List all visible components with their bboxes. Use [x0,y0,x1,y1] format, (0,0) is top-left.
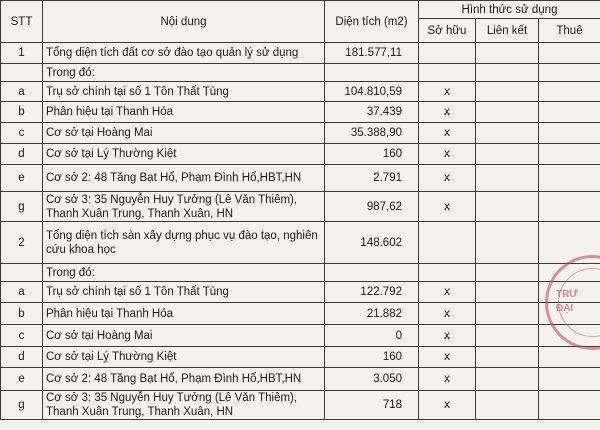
row-stt: c [1,123,43,144]
row-stt: e [1,368,43,391]
row-linked [476,64,539,82]
row-linked [476,144,539,165]
row-area: 122.792 [325,282,419,303]
row-linked [476,165,539,192]
row-owned-mark: x [419,347,476,368]
row-linked [476,82,539,102]
row-owned-mark: x [419,102,476,123]
row-rented [539,102,600,123]
row-content: Cơ sở 2: 48 Tăng Bạt Hổ, Phạm Đình Hổ,HBT,HN [43,368,325,391]
row-stt: b [1,102,43,123]
row-owned-mark: x [419,144,476,165]
row-stt: g [1,391,43,420]
row-stt: d [1,144,43,165]
row-content: Cơ sở tại Lý Thường Kiệt [43,144,325,165]
row-area: 987,62 [325,192,419,222]
row-content: Trong đó: [43,264,325,282]
row-content: Trụ sở chính tại số 1 Tôn Thất Tùng [43,282,325,303]
table-row [1,222,600,264]
row-linked [476,43,539,64]
table-body [1,43,600,420]
row-area: 160 [325,144,419,165]
row-linked [476,391,539,420]
row-rented [539,82,600,102]
row-rented [539,165,600,192]
row-stt: b [1,303,43,325]
table-row [1,282,600,303]
table-row [1,264,600,282]
row-stt: 2 [1,222,43,264]
row-owned-mark: x [419,82,476,102]
row-content: Cơ sở tại Hoàng Mai [43,123,325,144]
row-owned-mark: x [419,165,476,192]
table-row [1,391,600,420]
header-noi-dung: Nội dung [43,1,325,43]
row-linked [476,347,539,368]
row-linked [476,102,539,123]
row-owned-mark: x [419,282,476,303]
row-linked [476,303,539,325]
row-stt: g [1,192,43,222]
row-stt [1,64,43,82]
row-area: 718 [325,391,419,420]
row-stt [1,264,43,282]
table-row [1,144,600,165]
row-area: 37.439 [325,102,419,123]
row-linked [476,325,539,347]
table-row [1,347,600,368]
header-dien-tich: Diện tích (m2) [325,1,419,43]
row-content: Cơ sở 2: 48 Tăng Bạt Hổ, Phạm Đình Hổ,HBT,HN [43,165,325,192]
row-owned-mark: x [419,192,476,222]
seal-text: TRƯ ĐẠI [556,289,578,314]
row-linked [476,368,539,391]
row-stt: e [1,165,43,192]
row-rented [539,192,600,222]
row-stt: 1 [1,43,43,64]
row-area: 3.050 [325,368,419,391]
table-row [1,102,600,123]
row-area: 2.791 [325,165,419,192]
row-stt: a [1,82,43,102]
row-linked [476,192,539,222]
table-row [1,165,600,192]
header-hinh-thuc: Hình thức sử dụng [419,1,600,19]
row-stt: c [1,325,43,347]
row-content: Tổng diện tích đất cơ sở đào tạo quản lý sử dụng [43,43,325,64]
table-row [1,368,600,391]
table-row [1,82,600,102]
row-area [325,64,419,82]
row-area: 160 [325,347,419,368]
row-linked [476,282,539,303]
row-owned-mark: x [419,368,476,391]
header-thue: Thuê [539,19,600,43]
row-rented [539,43,600,64]
row-area: 104.810,59 [325,82,419,102]
header-row-top [1,1,600,19]
row-owned-mark: x [419,123,476,144]
table-row [1,64,600,82]
row-owned-mark [419,64,476,82]
row-linked [476,264,539,282]
row-area: 21.882 [325,303,419,325]
row-content: Phân hiệu tại Thanh Hóa [43,303,325,325]
row-area: 148.602 [325,222,419,264]
row-owned-mark [419,43,476,64]
row-rented [539,123,600,144]
row-area [325,264,419,282]
table-row [1,325,600,347]
row-area: 0 [325,325,419,347]
row-stt: a [1,282,43,303]
row-linked [476,123,539,144]
row-content: Trong đó: [43,64,325,82]
row-content: Cơ sở 3: 35 Nguyễn Huy Tưởng (Lê Văn Thiêm), Thanh Xuân Trung, Thanh Xuân, HN [43,192,325,222]
row-owned-mark: x [419,391,476,420]
table-row [1,43,600,64]
row-content: Cơ sở tại Hoàng Mai [43,325,325,347]
row-rented [539,368,600,391]
row-content: Cơ sở tại Lý Thường Kiệt [43,347,325,368]
table-row [1,123,600,144]
row-area: 35.388,90 [325,123,419,144]
row-owned-mark: x [419,325,476,347]
header-so-huu: Sở hữu [419,19,476,43]
row-linked [476,222,539,264]
row-content: Tổng diện tích sàn xây dựng phục vụ đào tạo, nghiên cứu khoa học [43,222,325,264]
header-lien-ket: Liên kết [476,19,539,43]
row-stt: d [1,347,43,368]
row-owned-mark [419,222,476,264]
row-rented [539,64,600,82]
row-owned-mark [419,264,476,282]
row-owned-mark: x [419,303,476,325]
row-rented [539,391,600,420]
table-row [1,303,600,325]
row-area: 181.577,11 [325,43,419,64]
row-rented [539,144,600,165]
row-content: Phân hiệu tại Thanh Hóa [43,102,325,123]
row-content: Cơ sở 3: 35 Nguyễn Huy Tưởng (Lê Văn Thiêm), Thanh Xuân Trung, Thanh Xuân, HN [43,391,325,420]
header-stt: STT [1,1,43,43]
table-row [1,192,600,222]
row-content: Trụ sở chính tại số 1 Tôn Thất Tùng [43,82,325,102]
